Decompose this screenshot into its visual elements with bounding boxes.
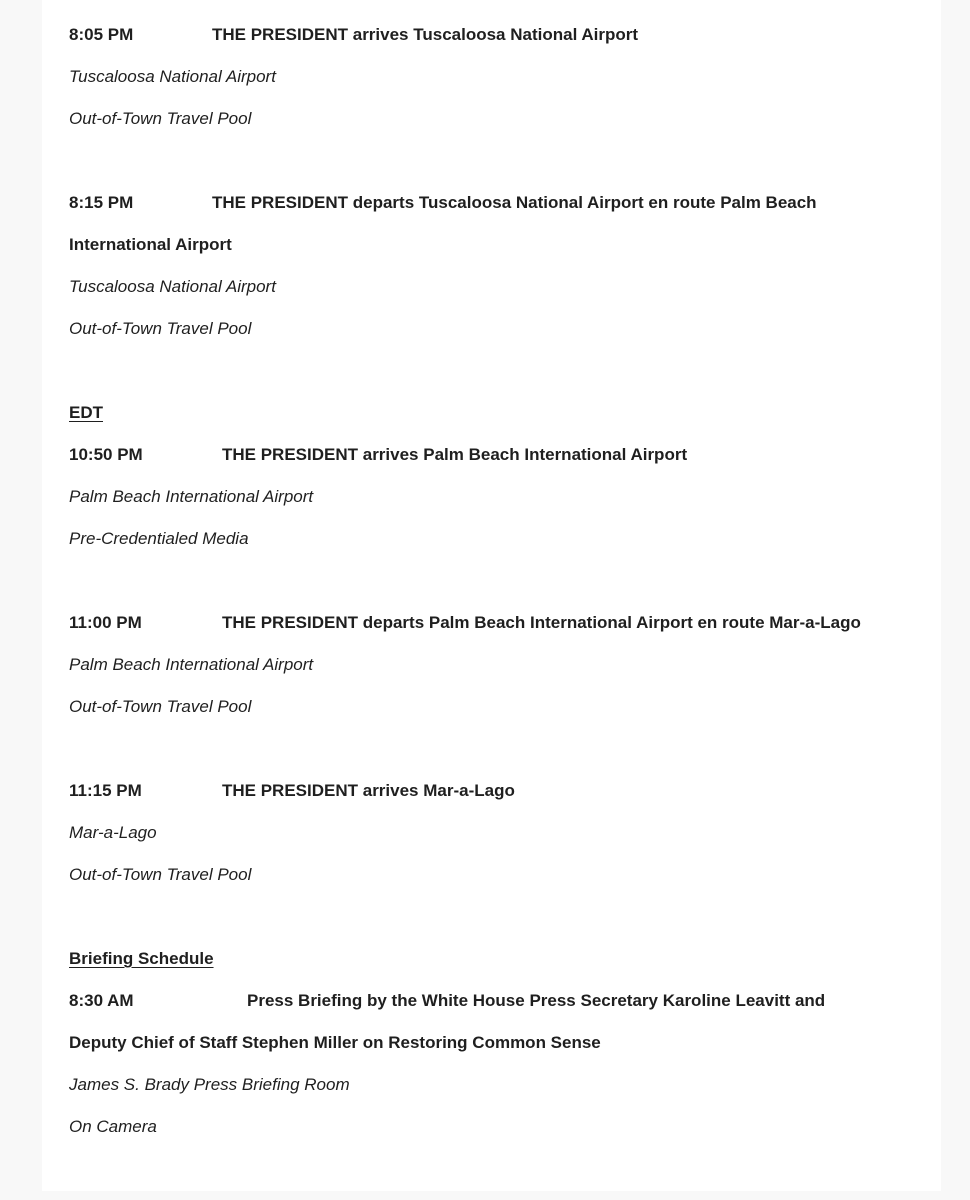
entry-title: THE PRESIDENT departs Tuscaloosa National Airport en route Palm Beach (212, 193, 817, 212)
entry-coverage: Out-of-Town Travel Pool (69, 319, 252, 338)
entry-time: 11:15 PM (69, 781, 142, 800)
entry-location: Palm Beach International Airport (69, 655, 314, 674)
entry-coverage: Out-of-Town Travel Pool (69, 697, 252, 716)
entry-location: Tuscaloosa National Airport (69, 277, 276, 296)
entry-time: 8:05 PM (69, 25, 134, 44)
entry-coverage: Pre-Credentialed Media (69, 529, 249, 548)
entry-title: THE PRESIDENT arrives Tuscaloosa National Airport (212, 25, 639, 44)
entry-location: Palm Beach International Airport (69, 487, 314, 506)
timezone-heading: EDT (69, 403, 103, 422)
entry-time: 11:00 PM (69, 613, 142, 632)
entry-time: 10:50 PM (69, 445, 143, 464)
entry-time: 8:30 AM (69, 991, 134, 1010)
schedule-document (42, 0, 941, 1191)
entry-title: Press Briefing by the White House Press Secretary Karoline Leavitt and (247, 991, 826, 1010)
entry-time: 8:15 PM (69, 193, 134, 212)
entry-title-continued: International Airport (69, 235, 232, 254)
entry-coverage: Out-of-Town Travel Pool (69, 865, 252, 884)
entry-title: THE PRESIDENT departs Palm Beach International Airport en route Mar-a-Lago (222, 613, 861, 632)
entry-location: Tuscaloosa National Airport (69, 67, 276, 86)
entry-location: James S. Brady Press Briefing Room (69, 1075, 350, 1094)
entry-coverage: Out-of-Town Travel Pool (69, 109, 252, 128)
entry-coverage: On Camera (69, 1117, 157, 1136)
entry-title: THE PRESIDENT arrives Palm Beach International Airport (222, 445, 688, 464)
briefing-heading: Briefing Schedule (69, 949, 214, 968)
entry-location: Mar-a-Lago (69, 823, 157, 842)
entry-title: THE PRESIDENT arrives Mar-a-Lago (222, 781, 515, 800)
entry-title-continued: Deputy Chief of Staff Stephen Miller on Restoring Common Sense (69, 1033, 601, 1052)
